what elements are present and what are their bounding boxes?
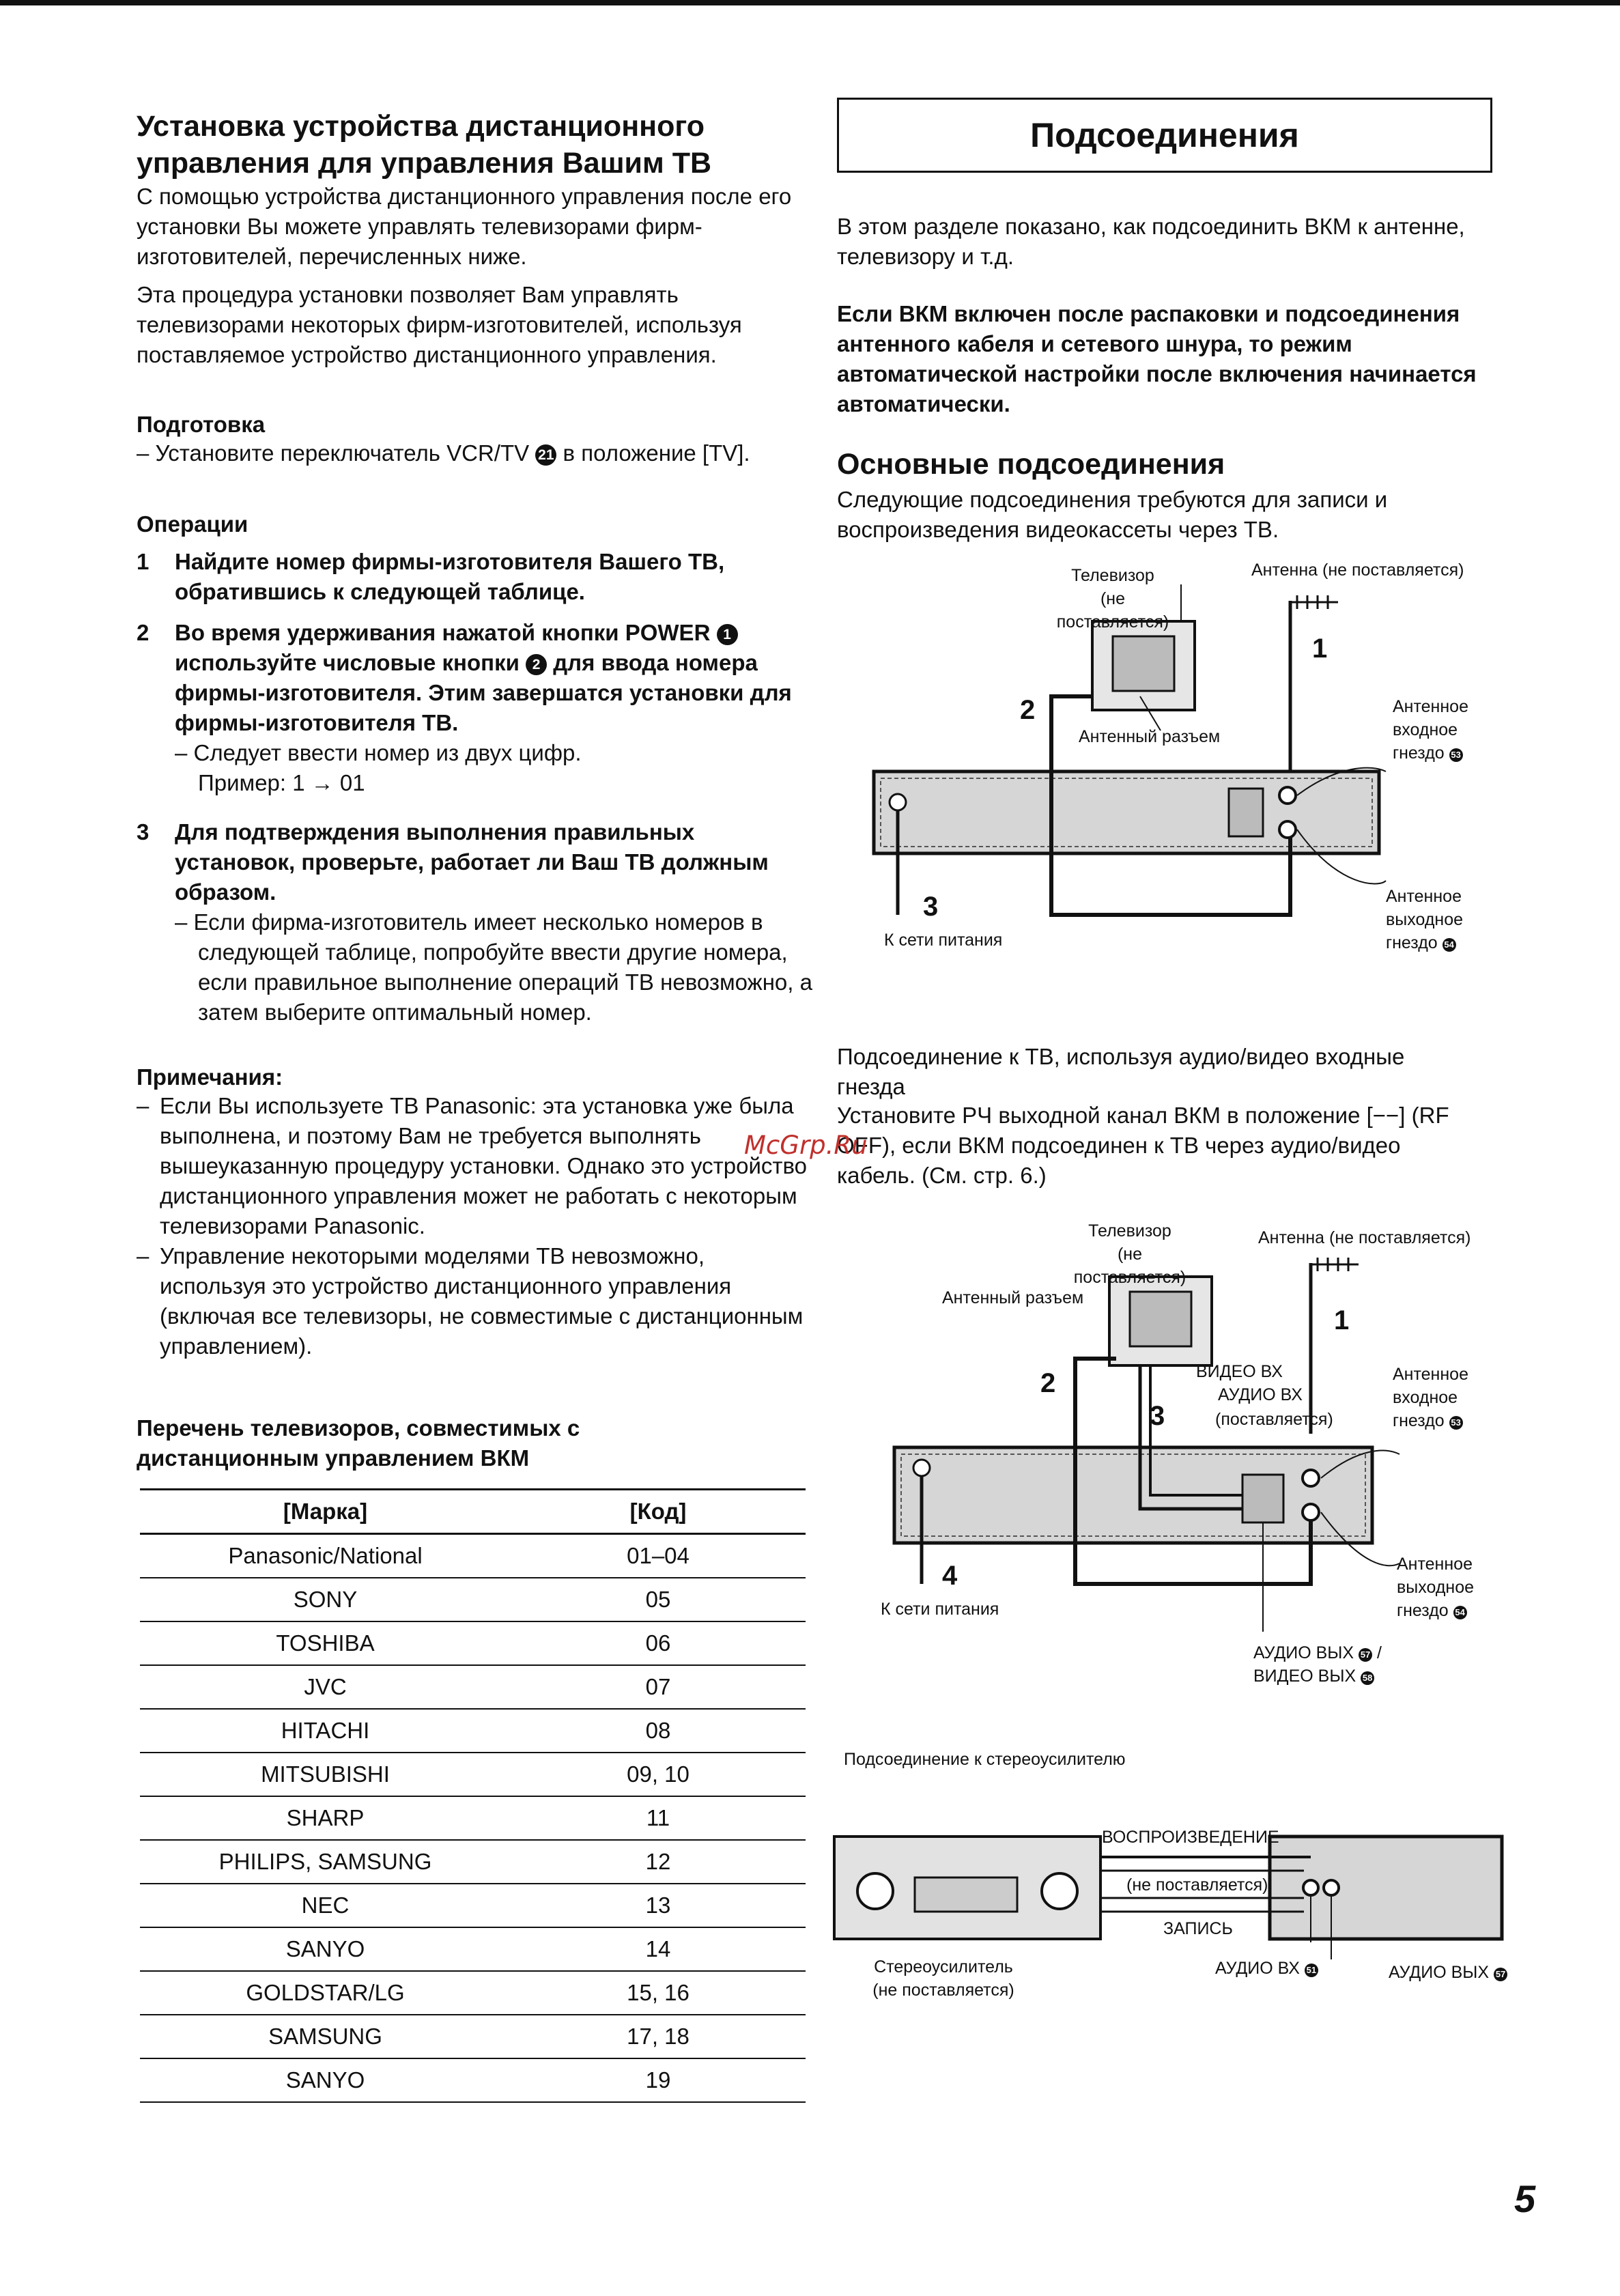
brand-cell: SONY <box>140 1578 511 1621</box>
vcr-rear-icon <box>874 771 1379 853</box>
step-num-3: 3 <box>1150 1401 1165 1431</box>
code-column-header: [Код] <box>511 1490 806 1534</box>
audio-out-text: АУДИО ВЫХ <box>1253 1643 1354 1662</box>
step-2-subnote: – Следует ввести номер из двух цифр. <box>175 740 582 765</box>
table-row <box>140 1753 806 1796</box>
code-cell: 05 <box>511 1578 806 1621</box>
brand-cell: SANYO <box>140 2058 511 2102</box>
vcr-rear-icon <box>894 1447 1372 1543</box>
power-label: К сети питания <box>884 931 1003 950</box>
brand-cell: GOLDSTAR/LG <box>140 1971 511 2015</box>
brand-cell: PHILIPS, SAMSUNG <box>140 1840 511 1884</box>
code-cell: 11 <box>511 1796 806 1840</box>
antenna-in-socket-icon <box>1303 1470 1319 1486</box>
code-cell: 06 <box>511 1621 806 1665</box>
code-cell: 01–04 <box>511 1534 806 1578</box>
preparation-heading: Подготовка <box>137 412 266 437</box>
step-2-text-c: для ввода номера фирмы-изготовителя. Этим завершатся установки для фирмы-изготовителя ТВ. <box>175 650 792 735</box>
brand-cell: SAMSUNG <box>140 2015 511 2058</box>
table-row <box>140 1621 806 1665</box>
brand-cell: Panasonic/National <box>140 1534 511 1578</box>
audio-out-ref-icon: 57 <box>1359 1648 1372 1662</box>
preparation-text <box>137 438 812 468</box>
table-row <box>140 1927 806 1971</box>
record-label: ЗАПИСЬ <box>1163 1919 1233 1938</box>
brand-cell: SANYO <box>140 1927 511 1971</box>
tv-screen-icon <box>1113 636 1174 691</box>
connections-intro: В этом разделе показано, как подсоединить ВКМ к антенне, телевизору и т.д. <box>837 214 1465 269</box>
audio-in-socket-icon <box>1303 1880 1318 1895</box>
brand-cell: HITACHI <box>140 1709 511 1753</box>
antenna-out-ref-icon: 54 <box>1453 1606 1467 1619</box>
page-number: 5 <box>1514 2177 1536 2220</box>
code-cell: 12 <box>511 1840 806 1884</box>
step-2-example: Пример: 1 → 01 <box>198 770 365 795</box>
video-out-ref-icon: 58 <box>1361 1671 1374 1685</box>
amplifier-label <box>862 1955 1025 2002</box>
table-row <box>140 1665 806 1709</box>
speaker-left-icon <box>857 1873 893 1909</box>
antenna-icon <box>1311 1258 1359 1271</box>
brand-cell: TOSHIBA <box>140 1621 511 1665</box>
audio-in-text: АУДИО ВХ <box>1215 1959 1300 1978</box>
antenna-in-text: Антенное входное гнездо <box>1393 697 1468 763</box>
table-row <box>140 1971 806 2015</box>
brand-cell: NEC <box>140 1884 511 1927</box>
antenna-in-text: Антенное входное гнездо <box>1393 1365 1468 1430</box>
connections-title: Подсоединения <box>837 98 1492 173</box>
power-label-2: К сети питания <box>881 1600 999 1619</box>
tv-label <box>1048 564 1178 634</box>
top-rule <box>0 0 1620 5</box>
supplied-label: (поставляется) <box>1215 1410 1333 1429</box>
amplifier-note-text: (не поставляется) <box>872 1981 1014 2000</box>
power-button-ref-icon: 1 <box>717 624 738 645</box>
step-text: Для подтверждения выполнения правильных установок, проверьте, работает ли Ваш ТВ должным образом. <box>175 819 769 905</box>
antenna-icon <box>1290 595 1338 609</box>
table-row <box>140 1709 806 1753</box>
antenna-in-ref-icon: 53 <box>1449 748 1463 762</box>
amplifier-panel-icon <box>915 1877 1017 1912</box>
antenna-jack-label: Антенный разъем <box>1079 727 1221 746</box>
antenna-label-2: Антенна (не поставляется) <box>1258 1228 1471 1247</box>
code-cell: 08 <box>511 1709 806 1753</box>
step-2-text-a: Во время удерживания нажатой кнопки POWER <box>175 620 711 645</box>
tv-note-text: (не поставляется) <box>1056 589 1169 632</box>
antenna-out-label-2 <box>1397 1553 1499 1622</box>
stereo-connection-heading: Подсоединение к стереоусилителю <box>844 1750 1126 1769</box>
preparation-text-b: в положение [TV]. <box>563 440 750 466</box>
code-cell: 19 <box>511 2058 806 2102</box>
table-row <box>140 1884 806 1927</box>
step-text: Найдите номер фирмы-изготовителя Вашего ТВ, обратившись к следующей таблице. <box>175 549 725 604</box>
audio-out-text: АУДИО ВЫХ <box>1389 1963 1490 1982</box>
step-number: 1 <box>137 549 150 574</box>
av-terminals-icon <box>1229 789 1263 836</box>
table-row <box>140 1578 806 1621</box>
auto-setup-note: Если ВКМ включен после распаковки и подсоединения антенного кабеля и сетевого шнура, то режим автоматической настройки после включения начинается автоматически. <box>837 301 1477 416</box>
table-row <box>140 2015 806 2058</box>
antenna-out-socket-icon <box>1303 1504 1319 1520</box>
step-2-text-b: используйте числовые кнопки <box>175 650 520 675</box>
note-item <box>137 1091 812 1241</box>
step-num-3: 3 <box>923 892 939 922</box>
audio-out-label-3 <box>1389 1961 1507 1984</box>
code-cell: 09, 10 <box>511 1753 806 1796</box>
av-terminals-icon <box>1242 1475 1283 1522</box>
tv-note-text: (не поставляется) <box>1073 1245 1186 1287</box>
audio-out-socket-icon <box>1324 1880 1339 1895</box>
brand-cell: JVC <box>140 1665 511 1709</box>
antenna-in-label-2 <box>1393 1363 1495 1432</box>
antenna-out-label <box>1386 885 1488 954</box>
compatible-tv-list-heading: Перечень телевизоров, совместимых с дистанционным управлением ВКМ <box>137 1415 580 1471</box>
brand-code-table <box>140 1488 806 2103</box>
antenna-out-text: Антенное выходное гнездо <box>1397 1555 1475 1620</box>
basic-connections-text: Следующие подсоединения требуются для записи и воспроизведения видеокассеты через ТВ. <box>837 487 1388 542</box>
table-row <box>140 1796 806 1840</box>
remote-setup-heading: Установка устройства дистанционного управления для управления Вашим ТВ <box>137 110 712 180</box>
notes-heading: Примечания: <box>137 1064 283 1090</box>
note-item <box>137 1241 812 1361</box>
switch-ref-icon: 21 <box>535 444 556 466</box>
step-2 <box>137 618 812 798</box>
operations-heading: Операции <box>137 511 248 537</box>
antenna-out-ref-icon: 54 <box>1443 938 1456 952</box>
step-num-4: 4 <box>942 1561 958 1591</box>
table-row <box>140 1534 806 1578</box>
code-cell: 14 <box>511 1927 806 1971</box>
code-cell: 17, 18 <box>511 2015 806 2058</box>
operation-steps <box>137 547 812 1038</box>
step-3 <box>137 817 812 1027</box>
antenna-out-text: Антенное выходное гнездо <box>1386 887 1464 952</box>
antenna-out-socket-icon <box>1279 821 1296 838</box>
step-1 <box>137 547 812 607</box>
audio-out-ref-icon: 57 <box>1494 1968 1507 1981</box>
watermark: McGrp.Ru <box>744 1131 868 1160</box>
table-row <box>140 1840 806 1884</box>
av-connection-heading: Подсоединение к ТВ, используя аудио/видео входные гнезда <box>837 1044 1405 1099</box>
table-row <box>140 2058 806 2102</box>
step-num-2: 2 <box>1020 695 1036 725</box>
video-out-text: ВИДЕО ВЫХ <box>1253 1667 1356 1686</box>
audio-in-label-3 <box>1215 1957 1318 1980</box>
step-num-1: 1 <box>1334 1305 1350 1335</box>
table-header-row <box>140 1490 806 1534</box>
number-buttons-ref-icon: 2 <box>526 654 547 675</box>
step-number: 3 <box>137 819 150 845</box>
playback-label: ВОСПРОИЗВЕДЕНИЕ <box>1102 1828 1279 1847</box>
intro-paragraph-1: С помощью устройства дистанционного управления после его установки Вы можете управлять телевизорами фирм-изготовителей, перечисленных ниже. <box>137 184 792 269</box>
video-in-label: ВИДЕО ВХ <box>1196 1362 1283 1381</box>
av-connection-text: Установите РЧ выходной канал ВКМ в положение [−−] (RF OFF), если ВКМ подсоединен к ТВ через аудио/видео кабель. (См. стр. 6.) <box>837 1103 1449 1188</box>
tv-label-2 <box>1065 1219 1195 1289</box>
note-text: Управление некоторыми моделями ТВ невозможно, используя это устройство дистанционного управления (включая все телевизоры, не совместимые с дистанционным управлением). <box>160 1243 804 1359</box>
av-out-label: АУДИО ВЫХ 57 / ВИДЕО ВЫХ 58 <box>1253 1643 1382 1686</box>
step-text <box>175 618 812 738</box>
step-num-2: 2 <box>1040 1368 1056 1398</box>
antenna-jack-label-2: Антенный разъем <box>942 1288 1084 1307</box>
power-socket-icon <box>890 794 906 810</box>
intro-paragraph-2: Эта процедура установки позволяет Вам управлять телевизорами некоторых фирм-изготовителей, используя поставляемое устройство дистанционного управления. <box>137 282 742 367</box>
audio-in-label: АУДИО ВХ <box>1218 1385 1303 1404</box>
antenna-in-label <box>1393 695 1495 765</box>
step-3-subnote: – Если фирма-изготовитель имеет несколько номеров в следующей таблице, попробуйте ввести другие номера, если правильное выполнение операций ТВ невозможно, а затем выберите оптимальный номер. <box>175 909 812 1025</box>
amplifier-text: Стереоусилитель <box>874 1957 1013 1976</box>
antenna-in-socket-icon <box>1279 787 1296 804</box>
tv-label-text: Телевизор <box>1088 1221 1171 1241</box>
tv-label-text: Телевизор <box>1071 566 1154 585</box>
note-text: Если Вы используете ТВ Panasonic: эта установка уже была выполнена, и поэтому Вам не требуется выполнять вышеуказанную процедуру установки. Однако это устройство дистанционного управления может не работать с некоторым телевизорами Panasonic. <box>160 1093 808 1238</box>
code-cell: 13 <box>511 1884 806 1927</box>
antenna-in-ref-icon: 53 <box>1449 1416 1463 1430</box>
code-cell: 15, 16 <box>511 1971 806 2015</box>
antenna-label: Антенна (не поставляется) <box>1251 561 1464 580</box>
tv-screen-icon <box>1130 1292 1191 1346</box>
speaker-right-icon <box>1042 1873 1077 1909</box>
step-number: 2 <box>137 620 150 645</box>
code-cell: 07 <box>511 1665 806 1709</box>
not-supplied-label: (не поставляется) <box>1126 1875 1268 1895</box>
power-socket-icon <box>913 1460 930 1476</box>
basic-connections-heading: Основные подсоединения <box>837 448 1225 481</box>
note-dash: – <box>137 1093 150 1118</box>
brand-cell: SHARP <box>140 1796 511 1840</box>
audio-in-ref-icon: 51 <box>1305 1964 1318 1977</box>
preparation-text-a: – Установите переключатель VCR/TV <box>137 440 530 466</box>
step-num-1: 1 <box>1312 634 1328 664</box>
note-dash: – <box>137 1243 150 1269</box>
brand-column-header: [Марка] <box>140 1490 511 1534</box>
notes-list <box>137 1091 812 1361</box>
brand-cell: MITSUBISHI <box>140 1753 511 1796</box>
